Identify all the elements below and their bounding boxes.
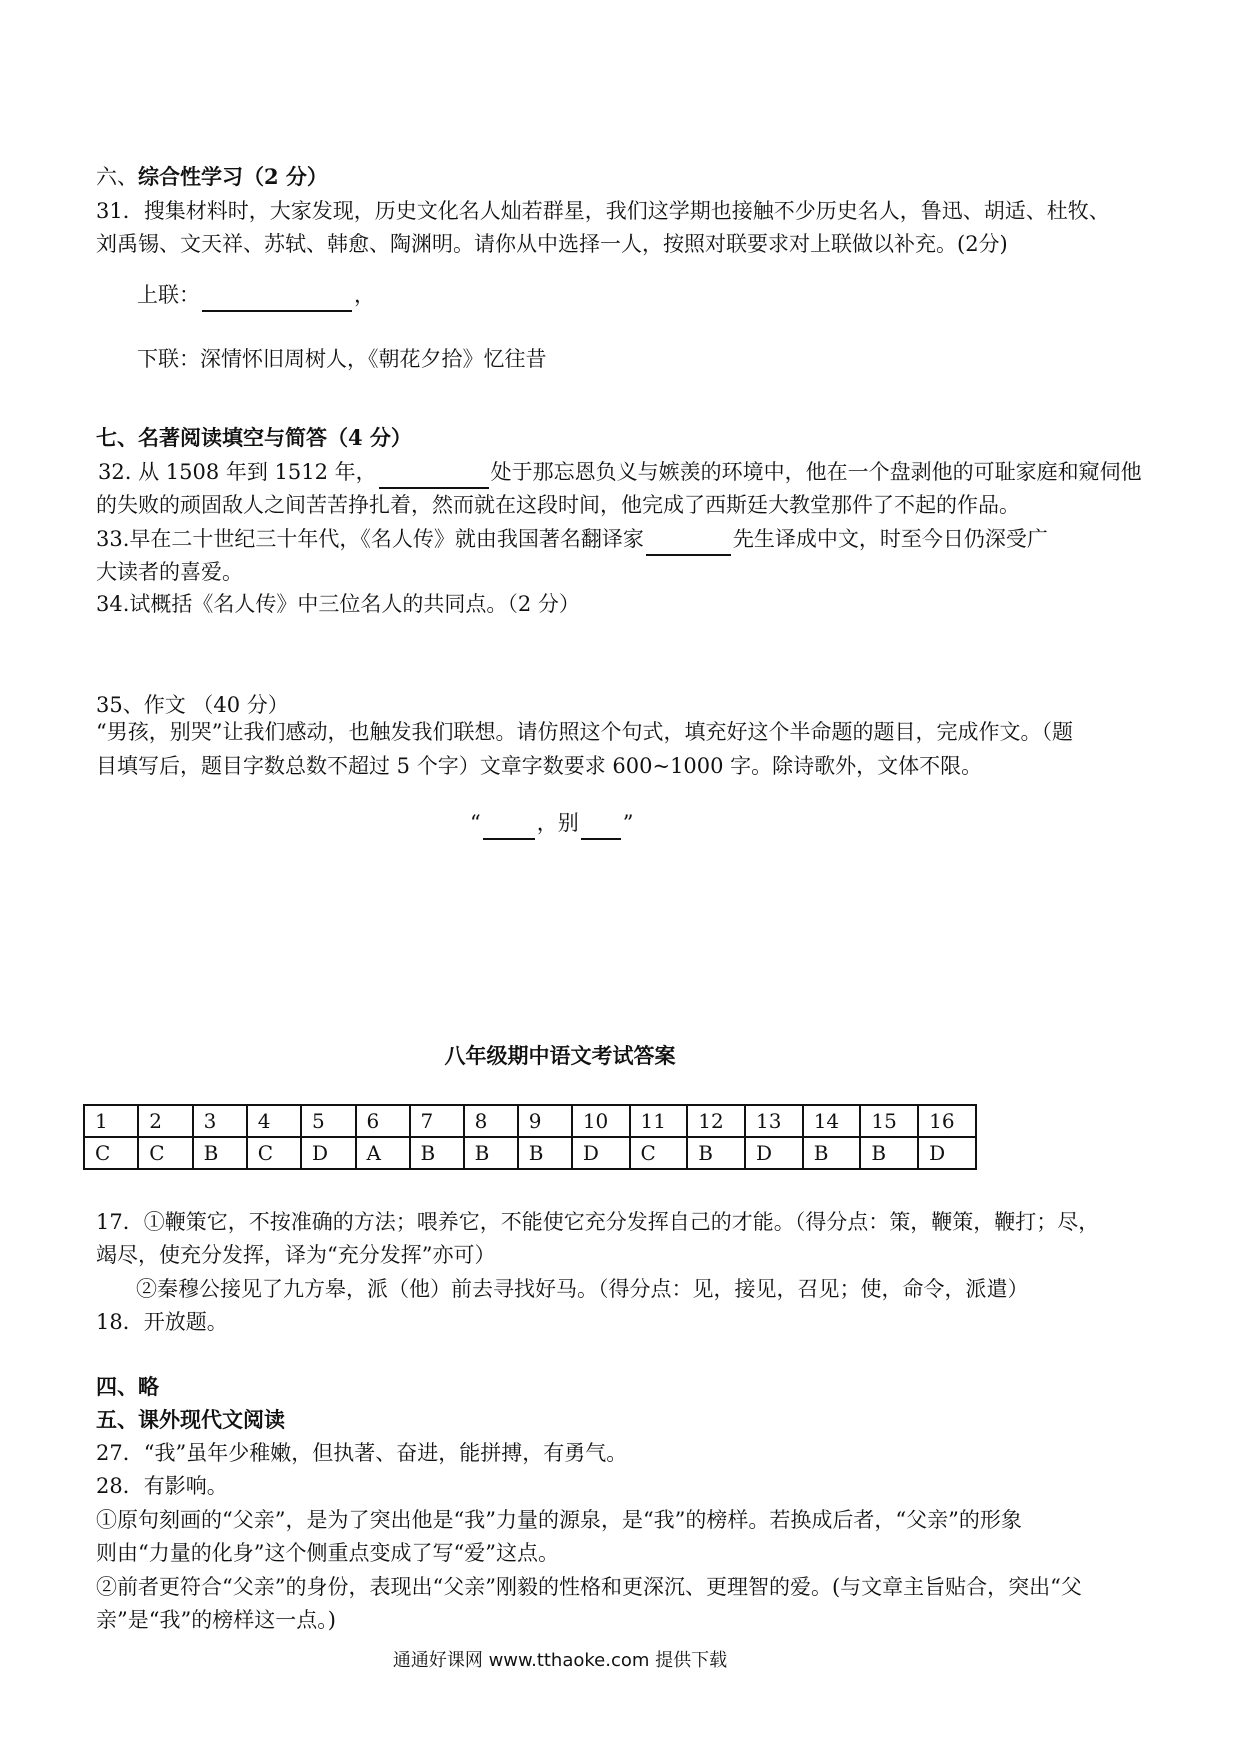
answer-choice-cell: B	[464, 1137, 518, 1169]
q35-title: 35、作文 （40 分）	[96, 693, 289, 717]
question-number-cell: 14	[803, 1105, 861, 1137]
question-number-cell: 15	[860, 1105, 918, 1137]
question-number-cell: 6	[356, 1105, 410, 1137]
answer-choice-cell: D	[572, 1137, 630, 1169]
answer-choice-cell: D	[918, 1137, 976, 1169]
answer-choice-cell: D	[745, 1137, 803, 1169]
q33-line1	[96, 522, 1048, 556]
question-number-cell: 16	[918, 1105, 976, 1137]
answer-choice-cell: C	[247, 1137, 301, 1169]
couplet-upper	[137, 278, 375, 312]
answer-choice-cell: B	[860, 1137, 918, 1169]
answer17-line3: ②秦穆公接见了九方皋，派（他）前去寻找好马。（得分点：见，接见，召见；使，命令，派遣）	[136, 1277, 1029, 1301]
q32-blank	[379, 463, 489, 489]
q33-text-a: 33.早在二十世纪三十年代，《名人传》就由我国著名翻译家	[96, 527, 644, 551]
question-number-cell: 3	[193, 1105, 247, 1137]
q32-text-b: 处于那忘恩负义与嫉羡的环境中，他在一个盘剥他的可耻家庭和窥伺他	[490, 460, 1142, 484]
section5-heading: 五、课外现代文阅读	[96, 1407, 285, 1432]
q32-text-a: 32. 从 1508 年到 1512 年，	[98, 460, 377, 484]
q34: 34.试概括《名人传》中三位名人的共同点。（2 分）	[96, 592, 580, 616]
question-number-cell: 8	[464, 1105, 518, 1137]
answer18: 18．开放题。	[96, 1310, 228, 1334]
answer28-point2-line2: 亲”是“我”的榜样这一点。)	[96, 1608, 336, 1632]
template-quote-open: “	[470, 811, 481, 835]
question-number-cell: 9	[518, 1105, 572, 1137]
answer-choice-cell: C	[84, 1137, 138, 1169]
q35-line2: 目填写后，题目字数总数不超过 5 个字）文章字数要求 600~1000 字。除诗歌外，文体不限。	[96, 754, 983, 778]
answer27: 27．“我”虽年少稚嫩，但执著、奋进，能拼搏，有勇气。	[96, 1441, 628, 1465]
question-number-cell: 10	[572, 1105, 630, 1137]
answer28: 28．有影响。	[96, 1474, 228, 1498]
answer-choice-cell: B	[518, 1137, 572, 1169]
answer28-point1-line2: 则由“力量的化身”这个侧重点变成了写“爱”这点。	[96, 1541, 559, 1565]
question-number-cell: 4	[247, 1105, 301, 1137]
template-blank-2	[581, 814, 621, 840]
question-number-cell: 11	[630, 1105, 688, 1137]
couplet-upper-label: 上联：	[137, 283, 200, 307]
template-middle: ，别	[536, 811, 579, 835]
q33-line2: 大读者的喜爱。	[96, 560, 243, 584]
answer28-point1-line1: ①原句刻画的“父亲”，是为了突出他是“我”力量的源泉，是“我”的榜样。若换成后者，“父亲”的形象	[96, 1508, 1022, 1532]
q31-line2: 刘禹锡、文天祥、苏轼、韩愈、陶渊明。请你从中选择一人，按照对联要求对上联做以补充。(2分)	[96, 232, 1008, 256]
question-number-cell: 1	[84, 1105, 138, 1137]
template-blank-1	[483, 814, 535, 840]
answer-choice-cell: B	[803, 1137, 861, 1169]
template-quote-close: ”	[622, 811, 634, 835]
answer-choice-cell: C	[630, 1137, 688, 1169]
answer-choice-cell: B	[193, 1137, 247, 1169]
answer17-line2: 竭尽，使充分发挥，译为“充分发挥”亦可）	[96, 1243, 496, 1267]
q31-line1: 31．搜集材料时，大家发现，历史文化名人灿若群星，我们这学期也接触不少历史名人，鲁迅、胡适、杜牧、	[96, 199, 1110, 223]
question-number-cell: 7	[410, 1105, 464, 1137]
q35-line1: “男孩，别哭”让我们感动，也触发我们联想。请仿照这个句式，填充好这个半命题的题目，完成作文。（题	[96, 720, 1073, 744]
section6-title: 综合性学习（2 分）	[138, 164, 328, 189]
q33-text-b: 先生译成中文，时至今日仍深受广	[732, 527, 1048, 551]
q33-blank	[646, 530, 731, 556]
answers-title: 八年级期中语文考试答案	[444, 1043, 676, 1068]
question-number-cell: 12	[687, 1105, 745, 1137]
question-number-cell: 13	[745, 1105, 803, 1137]
page-footer: 通通好课网 www.tthaoke.com 提供下载	[392, 1650, 728, 1671]
answer-choice-cell: D	[301, 1137, 356, 1169]
answer17-line1: 17．①鞭策它，不按准确的方法；喂养它，不能使它充分发挥自己的才能。（得分点：策，鞭策，鞭打；尽，	[96, 1210, 1100, 1234]
question-number-cell: 5	[301, 1105, 356, 1137]
couplet-upper-end: ，	[354, 283, 375, 307]
section4-heading: 四、略	[96, 1374, 159, 1399]
q32-line2: 的失败的顽固敌人之间苦苦挣扎着，然而就在这段时间，他完成了西斯廷大教堂那件了不起的作品。	[96, 493, 1020, 517]
answer28-point2-line1: ②前者更符合“父亲”的身份，表现出“父亲”刚毅的性格和更深沉、更理智的爱。(与文章主旨贴合，突出“父	[96, 1575, 1082, 1599]
couplet-upper-blank	[202, 286, 352, 312]
essay-title-template	[470, 806, 634, 840]
answer-table	[83, 1104, 977, 1170]
section6-heading	[96, 160, 328, 194]
answer-choice-cell: A	[356, 1137, 410, 1169]
q32-line1	[98, 455, 1142, 489]
question-number-cell: 2	[138, 1105, 192, 1137]
answer-table-choice-row	[84, 1137, 976, 1169]
answer-choice-cell: C	[138, 1137, 192, 1169]
section7-title: 七、名著阅读填空与简答（4 分）	[96, 425, 412, 450]
section6-number: 六、	[96, 165, 138, 189]
answer-choice-cell: B	[687, 1137, 745, 1169]
answer-table-number-row	[84, 1105, 976, 1137]
couplet-lower: 下联：深情怀旧周树人，《朝花夕拾》忆往昔	[137, 347, 547, 371]
answer-choice-cell: B	[410, 1137, 464, 1169]
